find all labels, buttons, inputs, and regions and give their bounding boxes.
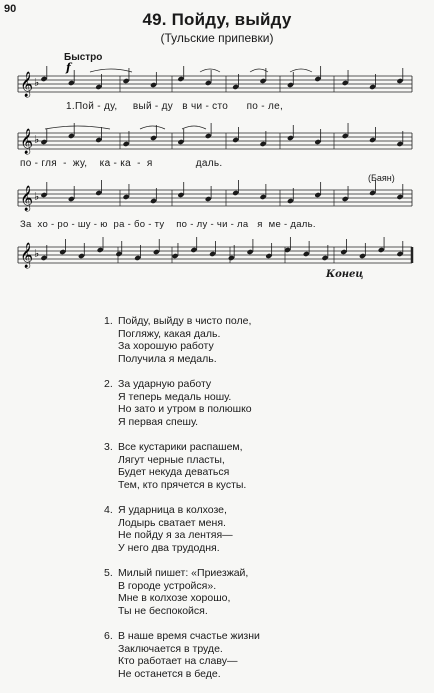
verse-line: За хорошую работу bbox=[118, 340, 214, 352]
verse-line: 5. Милый пишет: «Приезжай, bbox=[104, 567, 249, 579]
verse-number: 3. bbox=[104, 441, 113, 453]
flat-icon: ♭ bbox=[34, 247, 40, 260]
verse-line: В городе устройся». bbox=[118, 579, 217, 592]
verses-block bbox=[104, 315, 404, 693]
flat-icon: ♭ bbox=[34, 190, 40, 203]
verse-line: Лягут черные пласты, bbox=[118, 453, 225, 466]
verse-line: Я первая спешу. bbox=[118, 415, 199, 428]
end-marking: Конец bbox=[326, 269, 364, 280]
verse-line: Но зато и утром в полюшко bbox=[118, 403, 252, 415]
verse-2 bbox=[104, 378, 404, 428]
verse-1 bbox=[104, 315, 404, 365]
treble-clef-icon: 𝄞 bbox=[20, 243, 34, 268]
verse-line: 2. За ударную работу bbox=[104, 378, 212, 390]
lyric-line-3: За хо - ро - шу - ю ра - бо - ту по - лу - чи - ла я ме - даль. bbox=[20, 219, 316, 230]
verse-line: 3. Все кустарики распашем, bbox=[104, 441, 243, 453]
verse-line: Тем, кто прячется в кусты. bbox=[118, 478, 247, 491]
verse-line: Я теперь медаль ношу. bbox=[118, 390, 232, 403]
verse-line: Будет некуда деваться bbox=[118, 466, 230, 478]
verse-line: Получила я медаль. bbox=[118, 352, 217, 365]
dynamic-marking: f bbox=[66, 61, 71, 74]
lyric-line-1: 1.Пой - ду, вый - ду в чи - сто по - ле, bbox=[66, 101, 284, 112]
verse-line: Погляжу, какая даль. bbox=[118, 327, 221, 340]
verse-line: Лодырь сватает меня. bbox=[118, 516, 226, 529]
treble-clef-icon: 𝄞 bbox=[20, 72, 34, 97]
instrument-note: (Баян) bbox=[368, 173, 395, 183]
verse-number: 6. bbox=[104, 630, 113, 642]
tempo-marking: Быстро bbox=[64, 52, 103, 63]
verse-4 bbox=[104, 504, 404, 554]
verse-3 bbox=[104, 441, 404, 491]
verse-number: 5. bbox=[104, 567, 113, 579]
song-title: 49. Пойду, выйду bbox=[142, 10, 292, 29]
verse-line: 1. Пойду, выйду в чисто поле, bbox=[104, 315, 252, 327]
flat-icon: ♭ bbox=[34, 133, 40, 146]
verse-number: 1. bbox=[104, 315, 113, 327]
verse-number: 2. bbox=[104, 378, 113, 390]
music-score bbox=[0, 0, 434, 300]
lyric-line-2: по - гля - жу, ка - ка - я даль. bbox=[20, 158, 223, 169]
verse-5 bbox=[104, 567, 404, 617]
verse-line: Мне в колхозе хорошо, bbox=[118, 592, 231, 604]
verse-line: Заключается в труде. bbox=[118, 642, 223, 655]
verse-6 bbox=[104, 630, 404, 680]
song-subtitle: (Тульские припевки) bbox=[160, 31, 274, 45]
flat-icon: ♭ bbox=[34, 76, 40, 89]
verse-line: 6. В наше время счастье жизни bbox=[104, 630, 260, 642]
verse-line: У него два трудодня. bbox=[118, 541, 220, 554]
verse-line: Ты не беспокойся. bbox=[118, 604, 208, 617]
treble-clef-icon: 𝄞 bbox=[20, 186, 34, 211]
verse-number: 4. bbox=[104, 504, 113, 516]
verse-line: 4. Я ударница в колхозе, bbox=[104, 504, 227, 516]
page-number: 90 bbox=[4, 3, 17, 15]
treble-clef-icon: 𝄞 bbox=[20, 129, 34, 154]
verse-line: Не останется в беде. bbox=[118, 667, 221, 680]
verse-line: Не пойду я за лентяя— bbox=[118, 529, 233, 541]
verse-line: Кто работает на славу— bbox=[118, 655, 238, 667]
